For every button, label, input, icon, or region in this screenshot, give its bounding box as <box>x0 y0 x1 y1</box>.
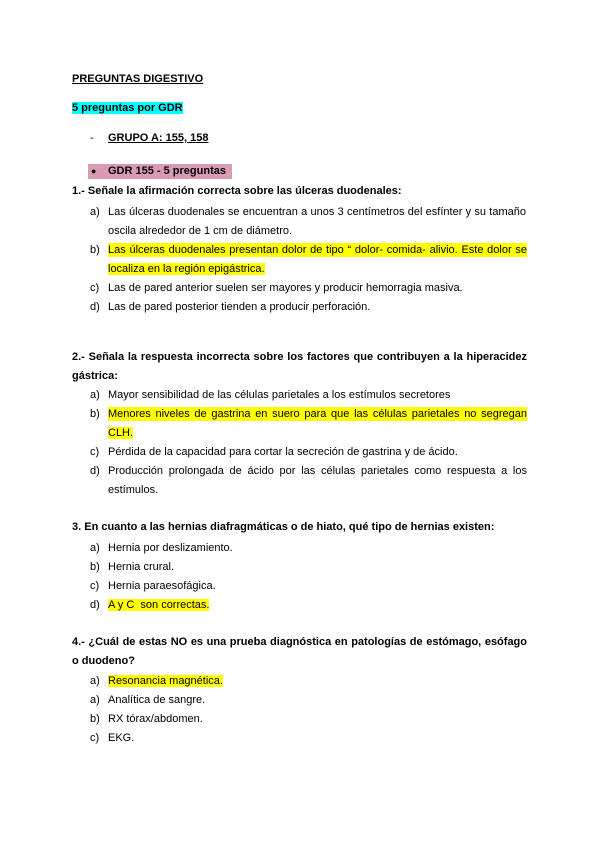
option-letter: a) <box>90 206 100 218</box>
highlight-text: A y C son correctas. <box>108 599 210 611</box>
highlight-text: Las úlceras duodenales presentan dolor de tipo “ dolor- comida- alivio. Este dolor se <box>108 244 527 256</box>
option-letter: b) <box>90 713 100 725</box>
option-text: EKG. <box>108 732 135 744</box>
highlight-text: Menores niveles de gastrina en suero para que las células parietales no segregan <box>108 408 527 420</box>
option-text-highlighted <box>108 426 133 440</box>
option-text: Las úlceras duodenales se encuentran a unos 3 centímetros del esfínter y su tamaño <box>108 206 526 218</box>
option-text: Producción prolongada de ácido por las células parietales como respuesta a los <box>108 465 527 477</box>
question-1: 1.- Señale la afirmación correcta sobre las úlceras duodenales: <box>72 185 402 197</box>
option-text-highlighted <box>108 598 209 612</box>
option-text: Hernia por deslizamiento. <box>108 542 233 554</box>
bullet-icon: ● <box>91 166 97 176</box>
option-text: oscila alrededor de 1 cm de diámetro. <box>108 225 293 237</box>
option-text: Hernia crural. <box>108 561 175 573</box>
option-text: Mayor sensibilidad de las células parietales a los estímulos secretores <box>108 389 451 401</box>
highlight-text: CLH. <box>108 427 134 439</box>
option-letter: a) <box>90 694 100 706</box>
option-letter: a) <box>90 675 100 687</box>
group-marker: - <box>90 132 94 144</box>
question-2-cont: gástrica: <box>72 370 118 382</box>
option-text-highlighted <box>108 407 527 421</box>
option-letter: b) <box>90 408 100 420</box>
gdr-heading: GDR 155 - 5 preguntas <box>108 165 226 177</box>
option-text: Pérdida de la capacidad para cortar la secreción de gastrina y de ácido. <box>108 446 458 458</box>
option-letter: d) <box>90 599 100 611</box>
option-letter: c) <box>90 732 100 744</box>
option-letter: c) <box>90 446 100 458</box>
subtitle-text: 5 preguntas por GDR <box>72 102 183 114</box>
question-2: 2.- Señala la respuesta incorrecta sobre los factores que contribuyen a la hiperacidez <box>72 351 527 363</box>
option-text: RX tórax/abdomen. <box>108 713 203 725</box>
group-heading: GRUPO A: 155, 158 <box>108 132 209 144</box>
option-text: Analítica de sangre. <box>108 694 206 706</box>
option-letter: d) <box>90 301 100 313</box>
option-text-highlighted <box>108 243 527 257</box>
option-letter: c) <box>90 580 100 592</box>
option-letter: d) <box>90 465 100 477</box>
option-text: estímulos. <box>108 484 159 496</box>
option-text-highlighted <box>108 674 223 688</box>
option-text-highlighted <box>108 262 265 276</box>
option-letter: a) <box>90 542 100 554</box>
question-4-cont: o duodeno? <box>72 655 135 667</box>
option-letter: b) <box>90 561 100 573</box>
document-subtitle <box>72 101 183 115</box>
question-4: 4.- ¿Cuál de estas NO es una prueba diagnóstica en patologías de estómago, esófago <box>72 636 527 648</box>
question-3: 3. En cuanto a las hernias diafragmáticas o de hiato, qué tipo de hernias existen: <box>72 521 495 533</box>
option-text: Las de pared anterior suelen ser mayores y producir hemorragia masiva. <box>108 282 463 294</box>
option-letter: b) <box>90 244 100 256</box>
highlight-text: Resonancia magnética. <box>108 675 223 687</box>
option-letter: a) <box>90 389 100 401</box>
highlight-text: localiza en la región epigástrica. <box>108 263 265 275</box>
option-text: Hernia paraesofágica. <box>108 580 216 592</box>
option-text: Las de pared posterior tienden a producir perforación. <box>108 301 371 313</box>
document-title: PREGUNTAS DIGESTIVO <box>72 73 204 85</box>
option-letter: c) <box>90 282 100 294</box>
